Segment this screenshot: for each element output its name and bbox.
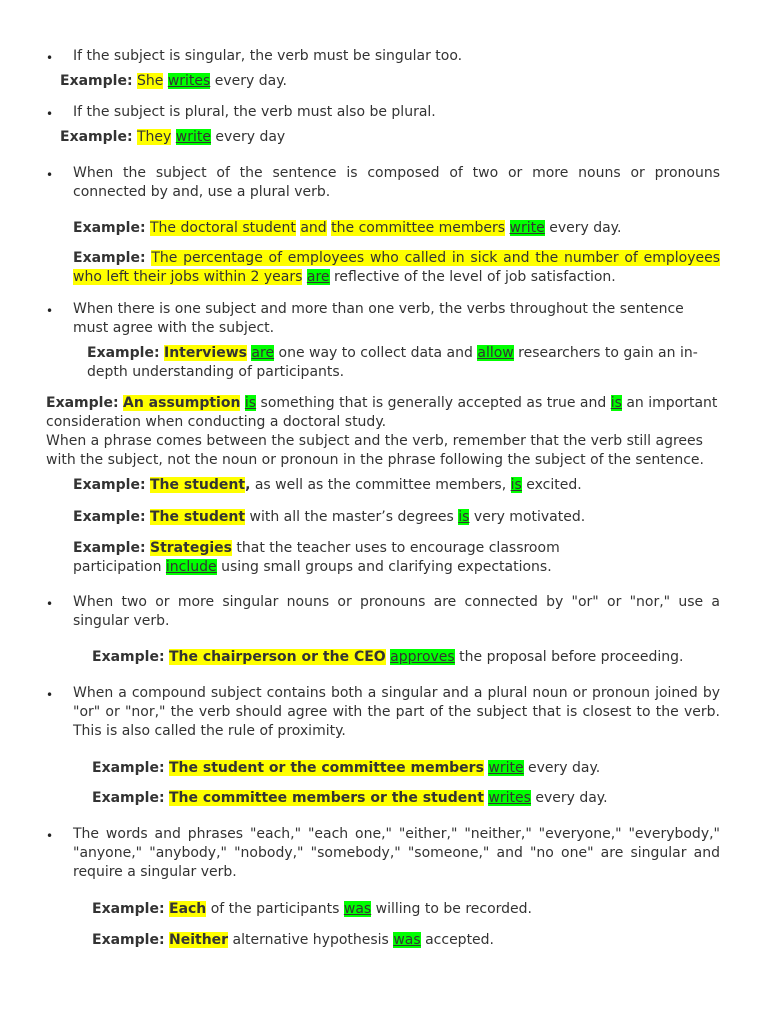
text-span: excited.	[521, 477, 582, 493]
verb-highlight: write	[175, 129, 211, 145]
rule-text: When two or more singular nouns or pronouns are connected by "or" or "nor," use a singular verb.	[73, 594, 720, 629]
example-line	[92, 789, 720, 808]
bullet-marker: •	[46, 304, 54, 318]
rule-text: If the subject is singular, the verb must be singular too.	[73, 48, 463, 64]
example-line	[73, 539, 593, 577]
verb-highlight: write	[488, 760, 524, 776]
example-label: Example:	[73, 509, 146, 525]
example-line	[92, 931, 720, 950]
verb-highlight: is	[510, 477, 522, 493]
bullet-marker: •	[46, 51, 54, 65]
verb-highlight: is	[458, 509, 470, 525]
verb-highlight: was	[393, 932, 421, 948]
subject-highlight: They	[137, 129, 172, 145]
text-span: as well as the committee members,	[250, 477, 511, 493]
subject-highlight: She	[137, 73, 164, 89]
verb-highlight: are	[251, 345, 275, 361]
text-span: ,	[245, 477, 251, 493]
text-span: that the teacher uses to encourage classroom participation	[73, 540, 560, 575]
subject-highlight: The committee members or the student	[169, 790, 484, 806]
example-label: Example:	[92, 649, 165, 665]
example-label: Example:	[60, 73, 133, 89]
example-label: Example:	[73, 220, 146, 236]
rule-text: If the subject is plural, the verb must also be plural.	[73, 104, 436, 120]
text-span: reflective of the level of job satisfaction.	[329, 269, 616, 285]
text-span: an important consideration when conducting a doctoral study.	[46, 395, 718, 430]
verb-highlight: was	[343, 901, 372, 917]
example-label: Example:	[60, 129, 133, 145]
subject-highlight: The percentage of employees who called in sick and the number of employees who left their jobs within 2 years	[73, 250, 721, 285]
verb-highlight: are	[306, 269, 330, 285]
text-span: with all the master’s degrees	[245, 509, 459, 525]
subject-highlight: the committee members	[331, 220, 506, 236]
example-label: Example:	[46, 395, 119, 411]
text-span: accepted.	[420, 932, 495, 948]
subject-highlight: The student or the committee members	[169, 760, 484, 776]
rule-text: When the subject of the sentence is composed of two or more nouns or pronouns connected by and, use a plural verb.	[73, 165, 720, 200]
text-span: of the participants	[206, 901, 344, 917]
example-line	[73, 476, 720, 495]
text-span: using small groups and clarifying expectations.	[216, 559, 552, 575]
text-span: every day	[210, 129, 286, 145]
bullet-marker: •	[46, 107, 54, 121]
subject-highlight: Each	[169, 901, 207, 917]
example-line	[92, 759, 720, 778]
verb-highlight: include	[165, 559, 217, 575]
text-span: something that is generally accepted as true and	[256, 395, 611, 411]
paragraph-text: When a phrase comes between the subject and the verb, remember that the verb still agrees with the subject, not the noun or pronoun in the phrase following the subject of the sentence.	[46, 433, 704, 468]
example-label: Example:	[73, 540, 146, 556]
subject-highlight: The doctoral student	[150, 220, 296, 236]
example-label: Example:	[87, 345, 160, 361]
text-span: very motivated.	[469, 509, 586, 525]
text-span	[505, 220, 509, 236]
subject-highlight: An assumption	[123, 395, 241, 411]
example-line	[92, 648, 720, 667]
example-label: Example:	[92, 932, 165, 948]
example-label: Example:	[73, 250, 146, 266]
bullet-marker: •	[46, 688, 54, 702]
subject-highlight: The chairperson or the CEO	[169, 649, 386, 665]
text-span: every day.	[523, 760, 601, 776]
text-span: alternative hypothesis	[228, 932, 394, 948]
example-line	[60, 72, 720, 91]
example-line	[73, 219, 720, 238]
subject-highlight: Interviews	[164, 345, 247, 361]
text-span: every day.	[210, 73, 287, 89]
example-label: Example:	[92, 790, 165, 806]
example-line	[73, 249, 720, 287]
rule-text: When a compound subject contains both a singular and a plural noun or pronoun joined by "or" or "nor," the verb should agree with the part of the subject that is closest to the verb. This is also called the rule of proximity.	[73, 685, 720, 739]
verb-highlight: is	[610, 395, 622, 411]
bullet-marker: •	[46, 597, 54, 611]
example-line	[73, 508, 720, 527]
subject-highlight: Strategies	[150, 540, 232, 556]
text-span: the proposal before proceeding.	[454, 649, 684, 665]
verb-highlight: writes	[167, 73, 211, 89]
rule-text: When there is one subject and more than one verb, the verbs throughout the sentence must agree with the subject.	[73, 301, 684, 336]
text-span: willing to be recorded.	[371, 901, 532, 917]
verb-highlight: approves	[390, 649, 455, 665]
example-label: Example:	[92, 901, 165, 917]
text-span: one way to collect data and	[274, 345, 478, 361]
bullet-marker: •	[46, 829, 54, 843]
bullet-marker: •	[46, 168, 54, 182]
example-label: Example:	[73, 477, 146, 493]
verb-highlight: writes	[488, 790, 531, 806]
example-line	[87, 344, 720, 382]
verb-highlight: is	[244, 395, 257, 411]
subject-highlight: and	[300, 220, 327, 236]
rule-text: The words and phrases "each," "each one," "either," "neither," "everyone," "everybody," "anyone," "anybody," "nobody," "somebody," "someone," and "no one" are singular and require a singular verb.	[73, 826, 720, 880]
example-label: Example:	[92, 760, 165, 776]
verb-highlight: write	[509, 220, 545, 236]
example-line	[92, 900, 720, 919]
example-line	[46, 394, 722, 432]
text-span: researchers to gain an in-depth understanding of participants.	[87, 345, 698, 380]
verb-highlight: allow	[477, 345, 514, 361]
text-span: every day.	[530, 790, 608, 806]
subject-highlight: The student	[150, 509, 246, 525]
text-span: every day.	[544, 220, 622, 236]
subject-highlight: The student	[150, 477, 246, 493]
subject-highlight: Neither	[169, 932, 229, 948]
example-line	[60, 128, 720, 147]
